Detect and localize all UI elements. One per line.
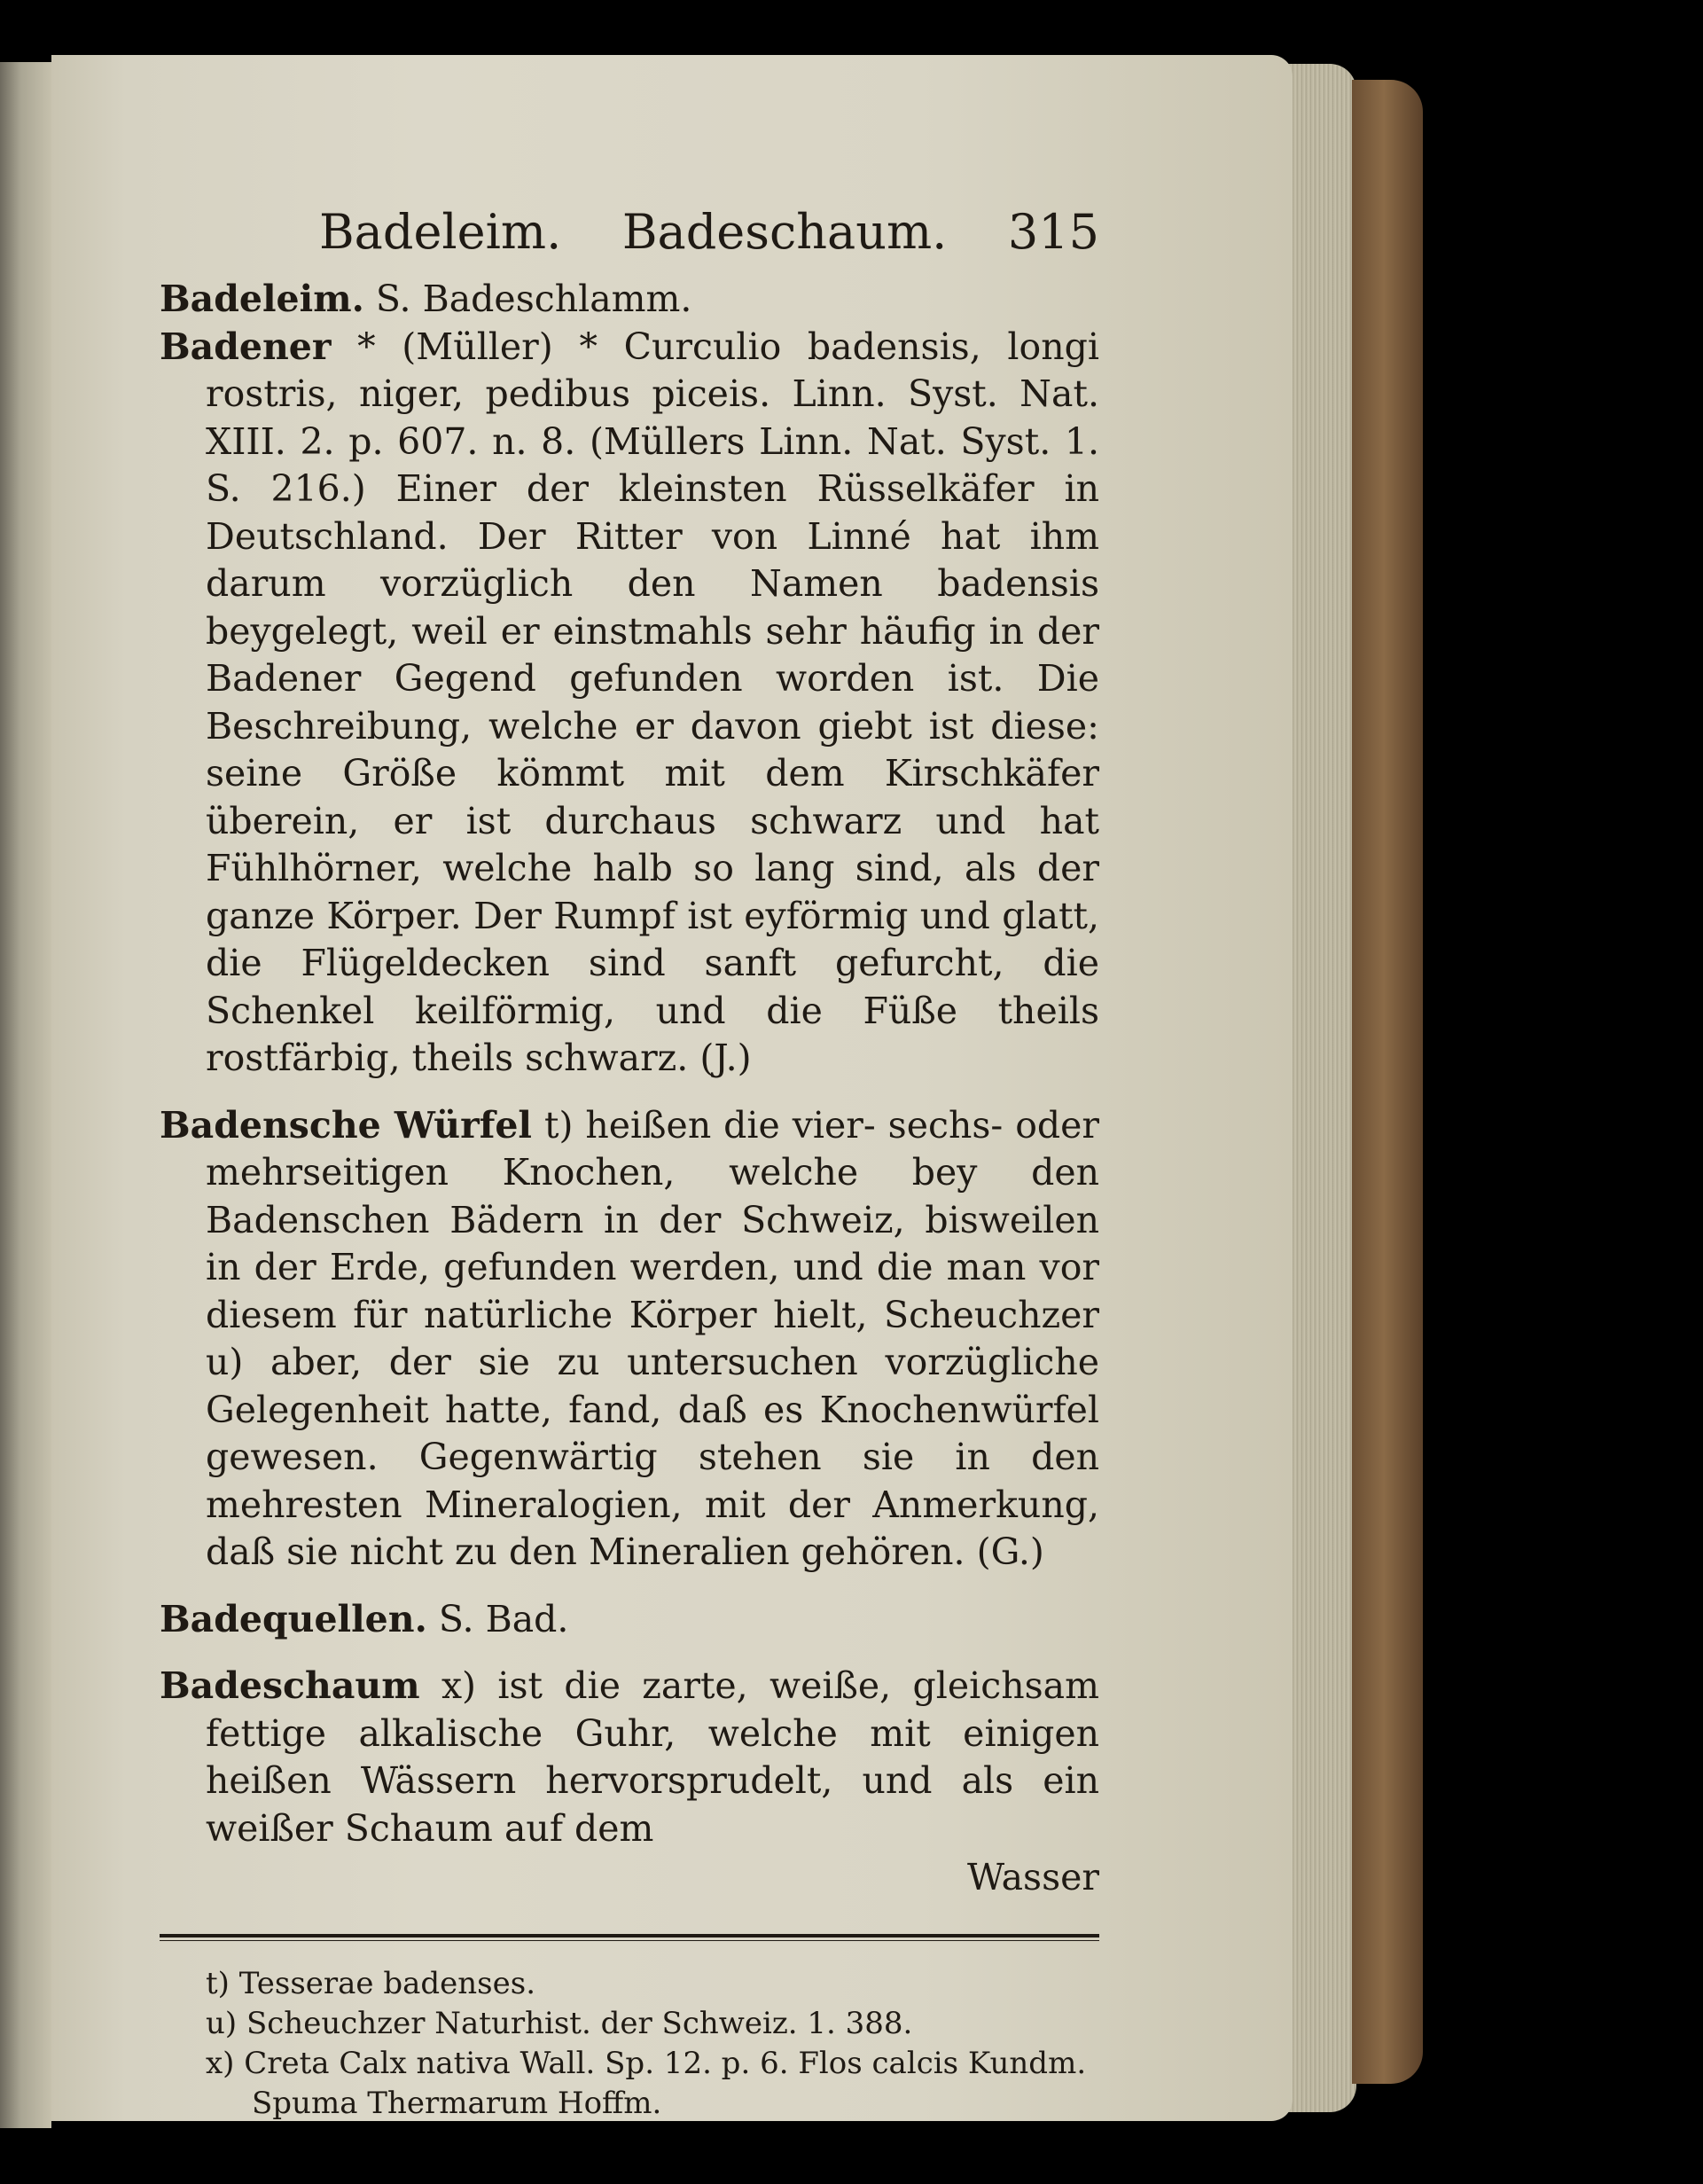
book-cover [1352, 80, 1423, 2084]
running-header [160, 204, 1099, 260]
page-number: 315 [1007, 204, 1099, 260]
entry-text: * (Müller) * Curculio badensis, longi rostris, niger, pedibus piceis. Linn. Syst. Nat. XIII. 2. p. 607. n. 8. (Müllers Linn. Nat. Syst. 1. S. 216.) Einer der kleinsten Rüsselkäfer in Deutschland. Der Ritter von Linné hat ihm darum vorzüglich den Namen badensis beygelegt, weil er einstmahls sehr häufig in der Badener Gegend gefunden worden ist. Die Beschreibung, welche er davon giebt ist diese: seine Größe kömmt mit dem Kirschkäfer überein, er ist durchaus schwarz und hat Fühlhörner, welche halb so lang sind, als der ganze Körper. Der Rumpf ist eyförmig und glatt, die Flügeldecken sind sanft gefurcht, die Schenkel keilförmig, und die Füße theils rostfärbig, theils schwarz. (J.) [206, 325, 1099, 1079]
entry-term: Badequellen. [160, 1597, 427, 1640]
entry-term: Badensche Würfel [160, 1103, 533, 1147]
entry-term: Badeschaum [160, 1664, 420, 1707]
entry-badequellen [160, 1596, 1099, 1644]
catchword: Wasser [967, 1856, 1099, 1898]
entry-text: S. Bad. [438, 1597, 569, 1640]
entry-text: S. Badeschlamm. [375, 278, 692, 320]
left-page-edge [0, 62, 51, 2128]
footnote-rule [160, 1934, 1099, 1941]
page-text [160, 204, 1099, 2124]
footnote-t: t) Tesserae badenses. [206, 1965, 536, 2001]
header-left: Badeleim. [319, 204, 562, 260]
entry-badensche-wuerfel [160, 1102, 1099, 1577]
entry-badener [160, 324, 1099, 1083]
header-right: Badeschaum. [621, 204, 948, 260]
entry-term: Badener [160, 325, 332, 368]
footnote-x: x) Creta Calx nativa Wall. Sp. 12. p. 6. Flos calcis Kundm. Spuma Thermarum Hoffm. [206, 2045, 1087, 2121]
entry-text: x) ist die zarte, weiße, gleichsam fettige alkalische Guhr, welche mit einigen heißen Wässern hervorsprudelt, und als ein weißer Schaum auf dem [206, 1664, 1099, 1850]
footnotes [160, 1964, 1099, 2124]
entry-term: Badeleim. [160, 278, 364, 320]
entry-badeschaum [160, 1663, 1099, 1852]
entry-badeleim [160, 276, 1099, 324]
entry-text: t) heißen die vier- sechs- oder mehrseitigen Knochen, welche bey den Badenschen Bädern in der Schweiz, bisweilen in der Erde, gefunden werden, und die man vor diesem für natürliche Körper hielt, Scheuchzer u) aber, der sie zu untersuchen vorzügliche Gelegenheit hatte, fand, daß es Knochenwürfel gewesen. Gegenwärtig stehen sie in den mehresten Mineralogien, mit der Anmerkung, daß sie nicht zu den Mineralien gehören. (G.) [206, 1103, 1099, 1573]
footnote-u: u) Scheuchzer Naturhist. der Schweiz. 1. 388. [206, 2005, 913, 2041]
